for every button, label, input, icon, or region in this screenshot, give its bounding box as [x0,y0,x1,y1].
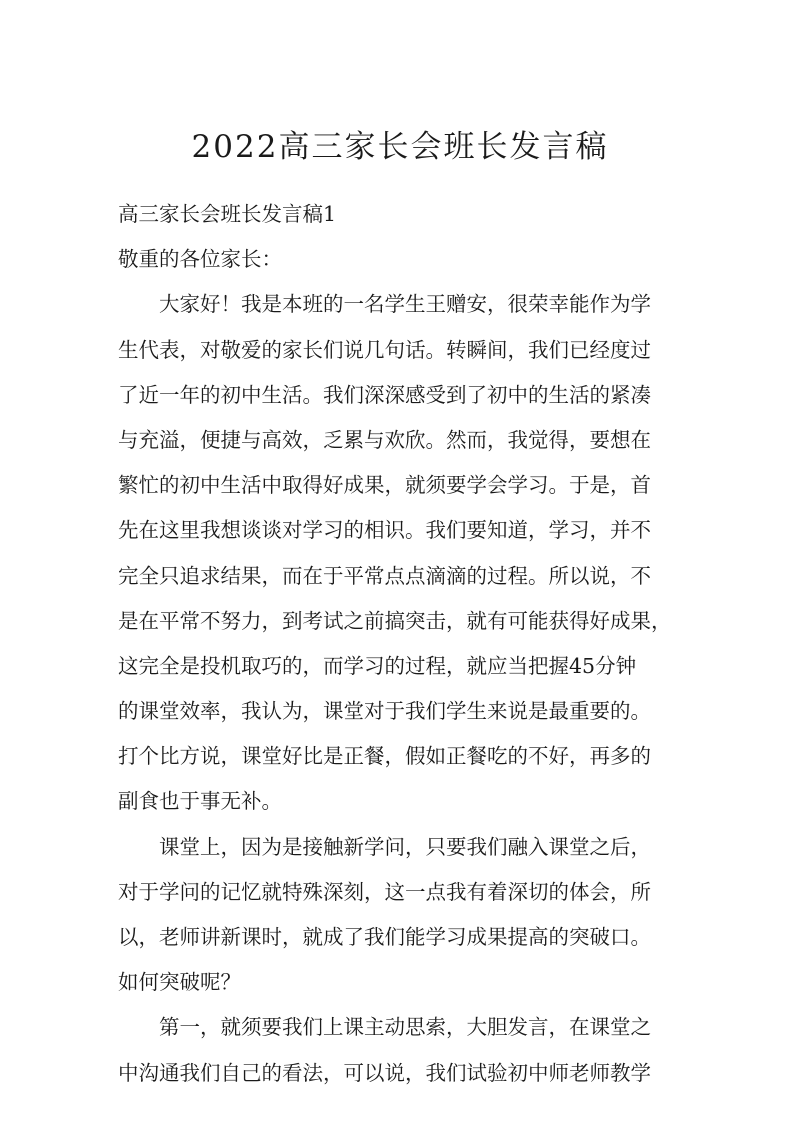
text-line: 对于学问的记忆就特殊深刻，这一点我有着深切的体会，所 [118,879,651,904]
text-line: 大家好！我是本班的一名学生王赠安，很荣幸能作为学 [159,292,651,317]
text-line: 生代表，对敬爱的家长们说几句话。转瞬间，我们已经度过 [118,337,651,362]
text-line: 如何突破呢？ [118,970,241,995]
text-line: 课堂上，因为是接触新学问，只要我们融入课堂之后， [159,834,651,859]
document-title: 2022高三家长会班长发言稿 [191,129,609,165]
text-line: 先在这里我想谈谈对学习的相识。我们要知道，学习，并不 [118,518,651,543]
text-line: 打个比方说，课堂好比是正餐，假如正餐吃的不好，再多的 [118,744,651,769]
text-line: 与充溢，便捷与高效，乏累与欢欣。然而，我觉得，要想在 [118,427,651,452]
text-line: 繁忙的初中生活中取得好成果，就须要学会学习。于是，首 [118,473,651,498]
text-line: 是在平常不努力，到考试之前搞突击，就有可能获得好成果， [118,608,672,633]
text-line: 副食也于事无补。 [118,789,282,814]
text-line: 高三家长会班长发言稿1 [118,202,337,226]
text-line: 了近一年的初中生活。我们深深感受到了初中的生活的紧凑 [118,382,651,407]
text-line: 敬重的各位家长： [118,247,282,272]
text-line: 中沟通我们自己的看法，可以说，我们试验初中师老师教学 [118,1060,651,1085]
document-body [118,192,688,1096]
text-line: 的课堂效率，我认为，课堂对于我们学生来说是最重要的。 [118,699,651,724]
text-line: 第一，就须要我们上课主动思索，大胆发言，在课堂之 [159,1015,651,1040]
text-line: 以，老师讲新课时，就成了我们能学习成果提高的突破口。 [118,925,651,949]
text-line: 这完全是投机取巧的，而学习的过程，就应当把握45分钟 [118,653,637,678]
text-line: 完全只追求结果，而在于平常点点滴滴的过程。所以说，不 [118,563,651,588]
